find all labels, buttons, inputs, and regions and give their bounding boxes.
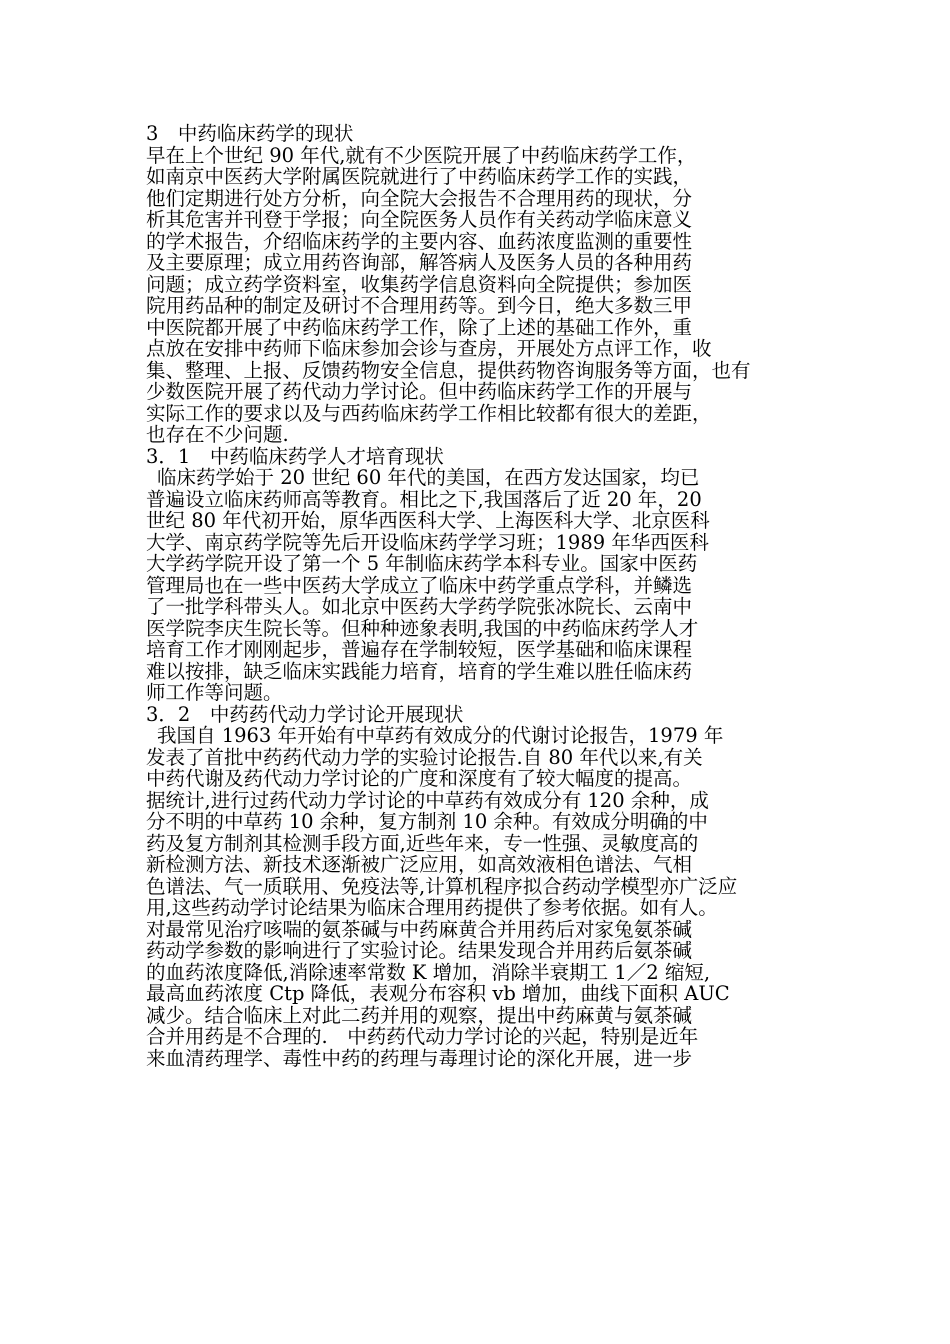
text-line: 难以按排，缺乏临床实践能力培育，培育的学生难以胜任临床药 xyxy=(146,659,693,683)
text-line: 我国自 1963 年开始有中草药有效成分的代谢讨论报告，1979 年 xyxy=(157,724,724,747)
text-line: 据统计,进行过药代动力学讨论的中草药有效成分有 120 余种，成 xyxy=(146,788,709,812)
text-line: 用,这些药动学讨论结果为临床合理用药提供了参考依据。如有人。 xyxy=(146,896,718,919)
text-line: 临床药学始于 20 世纪 60 年代的美国，在西方发达国家，均已 xyxy=(157,466,700,489)
text-line: 减少。结合临床上对此二药并用的观察，提出中药麻黄与氨茶碱 xyxy=(146,1003,693,1027)
text-line: 对最常见治疗咳喘的氨茶碱与中药麻黄合并用药后对家兔氨茶碱 xyxy=(146,917,693,941)
text-line: 来血清药理学、毒性中药的药理与毒理讨论的深化开展，进一步 xyxy=(146,1046,693,1070)
text-line: 最高血药浓度 Ctp 降低，表观分布容积 vb 增加，曲线下面积 AUC xyxy=(146,982,730,1005)
paragraph-section-3 xyxy=(146,145,826,446)
text-line: 管理局也在一些中医药大学成立了临床中药学重点学科，并鳞选 xyxy=(146,573,693,597)
text-line: 问题；成立药学资料室，收集药学信息资料向全院提供；参加医 xyxy=(146,272,693,296)
text-line: 分不明的中草药 10 余种，复方制剂 10 余种。有效成分明确的中 xyxy=(146,810,708,833)
text-line: 中医院都开展了中药临床药学工作，除了上述的基础工作外，重 xyxy=(146,315,693,339)
text-line: 药及复方制剂其检测手段方面,近些年来，专一性强、灵敏度高的 xyxy=(146,831,699,855)
section-heading-3-2: 3．2 中药药代动力学讨论开展现状 xyxy=(146,702,464,726)
text-line: 发表了首批中药药代动力学的实验讨论报告.自 80 年代以来,有关 xyxy=(146,745,703,769)
text-line: 的学术报告，介绍临床药学的主要内容、血药浓度监测的重要性 xyxy=(146,229,693,253)
text-line: 的血药浓度降低,消除速率常数 K 增加，消除半衰期工 1／2 缩短, xyxy=(146,960,711,984)
text-line: 中药代谢及药代动力学讨论的广度和深度有了较大幅度的提高。 xyxy=(146,767,693,790)
text-line: 大学、南京药学院等先后开设临床药学学习班；1989 年华西医科 xyxy=(146,530,709,554)
document-page xyxy=(146,123,826,1069)
text-line: 他们定期进行处方分析，向全院大会报告不合理用药的现状，分 xyxy=(146,186,693,210)
text-line: 普遍设立临床药师高等教育。相比之下,我国落后了近 20 年，20 xyxy=(146,487,702,511)
paragraph-section-3-1 xyxy=(146,467,826,704)
text-line: 药动学参数的影响进行了实验讨论。结果发现合并用药后氨茶碱 xyxy=(146,939,693,962)
text-line: 如南京中医药大学附属医院就进行了中药临床药学工作的实践， xyxy=(146,165,693,188)
text-line: 院用药品种的制定及研讨不合理用药等。到今日，绝大多数三甲 xyxy=(146,294,693,317)
text-line: 也存在不少问题. xyxy=(146,423,289,446)
text-line: 析其危害并刊登于学报；向全院医务人员作有关药动学临床意义 xyxy=(146,208,693,231)
text-line: 培育工作才刚刚起步，普遍存在学制较短，医学基础和临床课程 xyxy=(146,638,693,661)
text-line: 色谱法、气一质联用、免疫法等,计算机程序拟合药动学模型亦广泛应 xyxy=(146,874,738,898)
text-line: 集、整理、上报、反馈药物安全信息，提供药物咨询服务等方面，也有 xyxy=(146,358,751,382)
text-line: 世纪 80 年代初开始，原华西医科大学、上海医科大学、北京医科 xyxy=(146,509,710,532)
text-line: 了一批学科带头人。如北京中医药大学药学院张冰院长、云南中 xyxy=(146,595,693,618)
text-line: 实际工作的要求以及与西药临床药学工作相比较都有很大的差距， xyxy=(146,401,712,425)
section-heading-3-1: 3．1 中药临床药学人才培育现状 xyxy=(146,444,444,468)
text-line: 及主要原理；成立用药咨询部，解答病人及医务人员的各种用药 xyxy=(146,251,693,274)
text-line: 大学药学院开设了第一个 5 年制临床药学本科专业。国家中医药 xyxy=(146,552,698,575)
text-line: 点放在安排中药师下临床参加会诊与查房，开展处方点评工作，收 xyxy=(146,337,712,360)
section-heading-3: 3 中药临床药学的现状 xyxy=(146,122,354,145)
text-line: 新检测方法、新技术逐渐被广泛应用，如高效液相色谱法、气相 xyxy=(146,853,693,876)
text-line: 合并用药是不合理的. 中药药代动力学讨论的兴起，特别是近年 xyxy=(146,1025,699,1048)
text-line: 医学院李庆生院长等。但种种迹象表明,我国的中药临床药学人才 xyxy=(146,616,699,640)
text-line: 师工作等问题。 xyxy=(146,681,283,704)
paragraph-section-3-2 xyxy=(146,725,826,1069)
text-line: 早在上个世纪 90 年代,就有不少医院开展了中药临床药学工作， xyxy=(146,143,697,167)
text-line: 少数医院开展了药代动力学讨论。但中药临床药学工作的开展与 xyxy=(146,380,693,403)
